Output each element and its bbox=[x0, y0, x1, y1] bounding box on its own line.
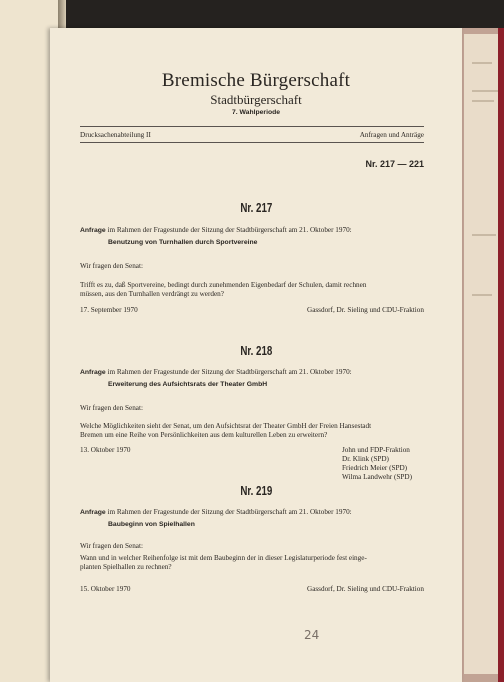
item-topic: Baubeginn von Spielhallen bbox=[108, 521, 195, 528]
item-signer: Gassdorf, Dr. Sieling und CDU-Fraktion bbox=[307, 306, 424, 314]
next-page-surface bbox=[464, 34, 500, 674]
range-text: Nr. 217 — 221 bbox=[365, 159, 424, 169]
item-number-text: Nr. 219 bbox=[240, 483, 272, 498]
bleed-through-line bbox=[472, 62, 492, 64]
item-date: 13. Oktober 1970 bbox=[80, 446, 131, 454]
bleed-through-line bbox=[472, 100, 494, 102]
question-line: Bremen um eine Reihe von Persönlichkeiten aus dem kulturellen Leben zu erweitern? bbox=[80, 431, 328, 439]
item-intro bbox=[80, 368, 352, 377]
legislative-period: 7. Wahlperiode bbox=[231, 109, 281, 116]
item-number bbox=[50, 482, 462, 500]
handwritten-page-number: 24 bbox=[304, 628, 320, 642]
item-ask: Wir fragen den Senat: bbox=[80, 404, 143, 412]
intro-label: Anfrage bbox=[80, 227, 106, 234]
item-number-text: Nr. 218 bbox=[240, 343, 272, 358]
item-number bbox=[50, 200, 462, 216]
item-date: 17. September 1970 bbox=[80, 306, 138, 314]
bleed-through-line bbox=[472, 294, 492, 296]
item-signer: Wilma Landwehr (SPD) bbox=[342, 473, 412, 481]
item-ask: Wir fragen den Senat: bbox=[80, 542, 143, 550]
item-intro bbox=[80, 226, 352, 235]
intro-label: Anfrage bbox=[80, 369, 106, 376]
question-line: planten Spielhallen zu rechnen? bbox=[80, 563, 172, 571]
question-line: Welche Möglichkeiten sieht der Senat, um den Aufsichtsrat der Theater GmbH der Freien Hansestadt bbox=[80, 422, 372, 430]
red-binding bbox=[498, 28, 504, 682]
item-signer: Friedrich Meier (SPD) bbox=[342, 464, 408, 472]
item-signer: John und FDP-Fraktion bbox=[342, 446, 410, 454]
header-rule bbox=[80, 126, 424, 127]
intro-label: Anfrage bbox=[80, 509, 106, 516]
item-topic: Benutzung von Turnhallen durch Sportvereine bbox=[108, 239, 258, 246]
section-left: Drucksachenabteilung II bbox=[80, 131, 151, 139]
item-intro bbox=[80, 508, 352, 517]
intro-text: im Rahmen der Fragestunde der Sitzung der Stadtbürgerschaft am 21. Oktober 1970: bbox=[105, 508, 352, 516]
document-page bbox=[50, 28, 462, 682]
document-title: Bremische Bürgerschaft bbox=[161, 70, 351, 91]
item-number bbox=[50, 342, 462, 360]
item-topic: Erweiterung des Aufsichtsrats der Theater GmbH bbox=[108, 381, 268, 388]
item-date: 15. Oktober 1970 bbox=[80, 585, 131, 593]
bleed-through-line bbox=[472, 90, 498, 92]
intro-text: im Rahmen der Fragestunde der Sitzung der Stadtbürgerschaft am 21. Oktober 1970: bbox=[105, 226, 352, 234]
item-signer: Gassdorf, Dr. Sieling und CDU-Fraktion bbox=[307, 585, 424, 593]
document-subtitle: Stadtbürgerschaft bbox=[210, 92, 302, 107]
range-number bbox=[350, 154, 424, 172]
question-line: Wann und in welcher Reihenfolge ist mit dem Baubeginn der in dieser Legislaturperiode fest einge- bbox=[80, 554, 367, 562]
header-rule-lower bbox=[80, 142, 424, 143]
question-line: Trifft es zu, daß Sportvereine, bedingt durch zunehmenden Eigenbedarf der Schulen, damit rechnen bbox=[80, 281, 367, 289]
question-line: müssen, aus den Turnhallen verdrängt zu werden? bbox=[80, 290, 224, 298]
item-signer: Dr. Klink (SPD) bbox=[342, 455, 389, 463]
item-number-text: Nr. 217 bbox=[240, 200, 272, 215]
section-right: Anfragen und Anträge bbox=[359, 131, 424, 139]
item-ask: Wir fragen den Senat: bbox=[80, 262, 143, 270]
intro-text: im Rahmen der Fragestunde der Sitzung der Stadtbürgerschaft am 21. Oktober 1970: bbox=[105, 368, 352, 376]
bleed-through-line bbox=[472, 234, 496, 236]
next-page-edge bbox=[460, 28, 504, 682]
